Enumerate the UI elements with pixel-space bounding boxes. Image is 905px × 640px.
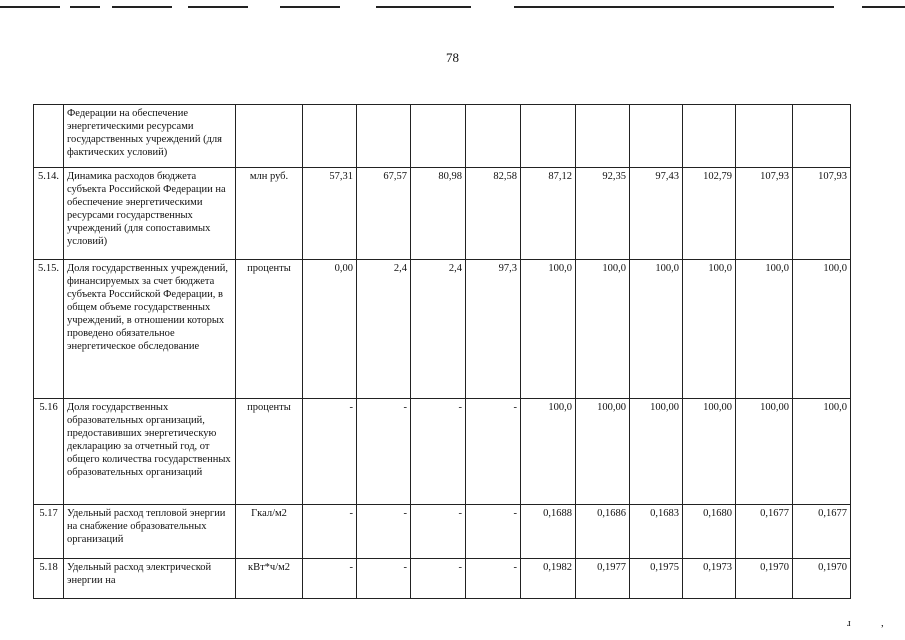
indicator-cell: Доля государственных образовательных организаций, предоставивших энергетическую декларацию за отчетный год, от общего количества государственных образовательных организаций (64, 399, 236, 505)
value-cell: 87,12 (521, 168, 576, 260)
scan-artifact-mark: ɹ (847, 617, 851, 629)
table-row (34, 168, 851, 260)
value-cell: 0,1973 (683, 559, 736, 599)
value-cell: 100,0 (576, 260, 630, 399)
value-cell: 102,79 (683, 168, 736, 260)
value-cell: 100,0 (793, 399, 851, 505)
value-cell: 100,00 (736, 399, 793, 505)
unit-cell: млн руб. (236, 168, 303, 260)
value-cell: - (303, 399, 357, 505)
scan-top-line (70, 6, 100, 8)
value-cell: 0,1686 (576, 505, 630, 559)
value-cell: 2,4 (357, 260, 411, 399)
value-cell: 0,1677 (793, 505, 851, 559)
value-cell (357, 105, 411, 168)
scan-top-line (376, 6, 471, 8)
value-cell: 67,57 (357, 168, 411, 260)
value-cell: 0,1982 (521, 559, 576, 599)
value-cell: 0,1683 (630, 505, 683, 559)
value-cell (411, 105, 466, 168)
unit-cell (236, 105, 303, 168)
table-row (34, 399, 851, 505)
table-row (34, 505, 851, 559)
table-row (34, 260, 851, 399)
table-row (34, 559, 851, 599)
row-number-cell: 5.15. (34, 260, 64, 399)
value-cell: 2,4 (411, 260, 466, 399)
unit-cell: кВт*ч/м2 (236, 559, 303, 599)
value-cell: 0,1677 (736, 505, 793, 559)
row-number-cell: 5.18 (34, 559, 64, 599)
scan-top-line (112, 6, 172, 8)
indicator-cell: Федерации на обеспечение энергетическими ресурсами государственных учреждений (для фактических условий) (64, 105, 236, 168)
value-cell (303, 105, 357, 168)
value-cell: 0,1970 (793, 559, 851, 599)
value-cell: - (411, 559, 466, 599)
value-cell: - (303, 505, 357, 559)
value-cell: - (303, 559, 357, 599)
page-number: 78 (446, 50, 459, 65)
row-number-cell: 5.17 (34, 505, 64, 559)
value-cell: 100,0 (630, 260, 683, 399)
row-number-cell (34, 105, 64, 168)
value-cell: 92,35 (576, 168, 630, 260)
value-cell: 97,43 (630, 168, 683, 260)
value-cell (793, 105, 851, 168)
scan-top-line (862, 6, 905, 8)
value-cell: 107,93 (793, 168, 851, 260)
value-cell: - (466, 559, 521, 599)
value-cell: 0,1680 (683, 505, 736, 559)
indicators-table (33, 104, 851, 599)
value-cell (630, 105, 683, 168)
unit-cell: Гкал/м2 (236, 505, 303, 559)
row-number-cell: 5.16 (34, 399, 64, 505)
value-cell: 57,31 (303, 168, 357, 260)
value-cell: 82,58 (466, 168, 521, 260)
value-cell: - (411, 399, 466, 505)
scan-top-line (514, 6, 834, 8)
value-cell: 100,00 (683, 399, 736, 505)
value-cell: - (357, 505, 411, 559)
value-cell: - (466, 399, 521, 505)
value-cell: 0,1970 (736, 559, 793, 599)
value-cell (576, 105, 630, 168)
indicator-cell: Динамика расходов бюджета субъекта Российской Федерации на обеспечение энергетическими ресурсами государственных учреждений (для сопоставимых условий) (64, 168, 236, 260)
value-cell: 107,93 (736, 168, 793, 260)
indicator-cell: Удельный расход тепловой энергии на снабжение образовательных организаций (64, 505, 236, 559)
value-cell: 0,1688 (521, 505, 576, 559)
value-cell: - (466, 505, 521, 559)
table-row (34, 105, 851, 168)
scan-top-line (188, 6, 248, 8)
value-cell: 100,0 (793, 260, 851, 399)
value-cell: 97,3 (466, 260, 521, 399)
row-number-cell: 5.14. (34, 168, 64, 260)
value-cell: 0,1975 (630, 559, 683, 599)
value-cell (736, 105, 793, 168)
value-cell: 0,00 (303, 260, 357, 399)
value-cell: 100,00 (576, 399, 630, 505)
unit-cell: проценты (236, 399, 303, 505)
value-cell: - (411, 505, 466, 559)
scan-top-line (280, 6, 340, 8)
value-cell: 100,0 (521, 260, 576, 399)
value-cell: 100,0 (683, 260, 736, 399)
unit-cell: проценты (236, 260, 303, 399)
scan-artifact-mark: , (881, 617, 884, 629)
value-cell (521, 105, 576, 168)
scan-top-line (0, 6, 60, 8)
value-cell: - (357, 559, 411, 599)
value-cell: - (357, 399, 411, 505)
value-cell: 100,0 (521, 399, 576, 505)
value-cell: 80,98 (411, 168, 466, 260)
value-cell: 100,00 (630, 399, 683, 505)
indicator-cell: Удельный расход электрической энергии на (64, 559, 236, 599)
value-cell: 100,0 (736, 260, 793, 399)
value-cell: 0,1977 (576, 559, 630, 599)
value-cell (466, 105, 521, 168)
value-cell (683, 105, 736, 168)
indicator-cell: Доля государственных учреждений, финансируемых за счет бюджета субъекта Российской Федерации, в общем объеме государственных учреждений, в отношении которых проведено обязательное энергетическое обследование (64, 260, 236, 399)
